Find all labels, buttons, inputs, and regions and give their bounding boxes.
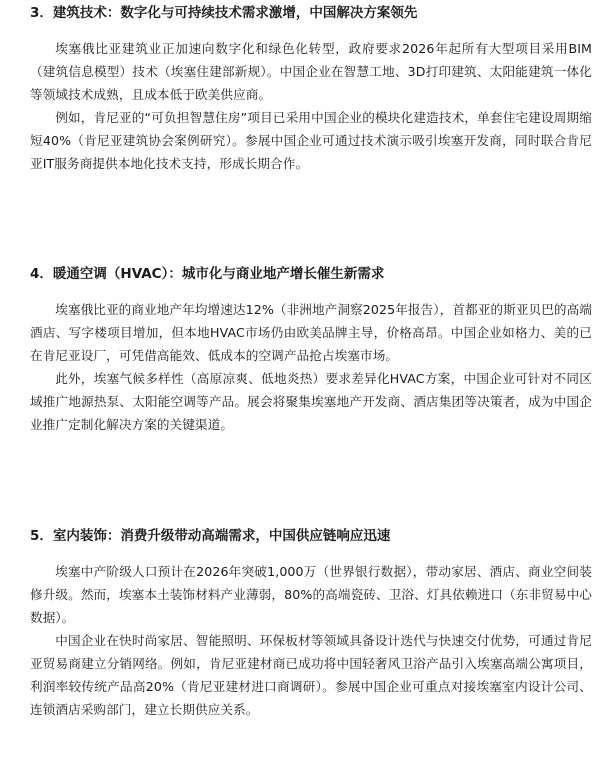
paragraph: 埃塞俄比亚建筑业正加速向数字化和绿色化转型，政府要求2026年起所有大型项目采用BIM（建筑信息模型）技术（埃塞住建部新规）。中国企业在智慧工地、3D打印建筑、太阳能建筑一体化等领域技术成熟，且成本低于欧美供应商。 [30,41,592,102]
section-heading: 4．暖通空调（HVAC）：城市化与商业地产增长催生新需求 [30,266,385,282]
section-hvac [30,264,592,436]
section-building-technology [30,3,592,175]
section-heading: 5．室内装饰：消费升级带动高端需求，中国供应链响应迅速 [30,528,391,544]
paragraph: 中国企业在快时尚家居、智能照明、环保板材等领域具备设计迭代与快速交付优势，可通过肯尼亚贸易商建立分销网络。例如，肯尼亚建材商已成功将中国轻奢风卫浴产品引入埃塞高端公寓项目，利润率较传统产品高20%（肯尼亚建材进口商调研）。参展中国企业可重点对接埃塞室内设计公司、连锁酒店采购部门，建立长期供应关系。 [30,633,592,717]
paragraph: 埃塞俄比亚的商业地产年均增速达12%（非洲地产洞察2025年报告），首都亚的斯亚贝巴的高端酒店、写字楼项目增加，但本地HVAC市场仍由欧美品牌主导，价格高昂。中国企业如格力、美的已在肯尼亚设厂，可凭借高能效、低成本的空调产品抢占埃塞市场。 [30,302,592,363]
section-interior-decoration [30,526,592,721]
paragraph: 此外，埃塞气候多样性（高原凉爽、低地炎热）要求差异化HVAC方案，中国企业可针对不同区域推广地源热泵、太阳能空调等产品。展会将聚集埃塞地产开发商、酒店集团等决策者，成为中国企业推广定制化解决方案的关键渠道。 [30,371,592,432]
paragraph: 埃塞中产阶级人口预计在2026年突破1,000万（世界银行数据），带动家居、酒店、商业空间装修升级。然而，埃塞本土装饰材料产业薄弱，80%的高端瓷砖、卫浴、灯具依赖进口（东非贸易中心数据）。 [30,564,592,625]
paragraph: 例如，肯尼亚的“可负担智慧住房”项目已采用中国企业的模块化建造技术，单套住宅建设周期缩短40%（肯尼亚建筑协会案例研究）。参展中国企业可通过技术演示吸引埃塞开发商，同时联合肯尼亚IT服务商提供本地化技术支持，形成长期合作。 [30,110,592,171]
section-heading: 3．建筑技术：数字化与可持续技术需求激增，中国解决方案领先 [30,5,418,21]
